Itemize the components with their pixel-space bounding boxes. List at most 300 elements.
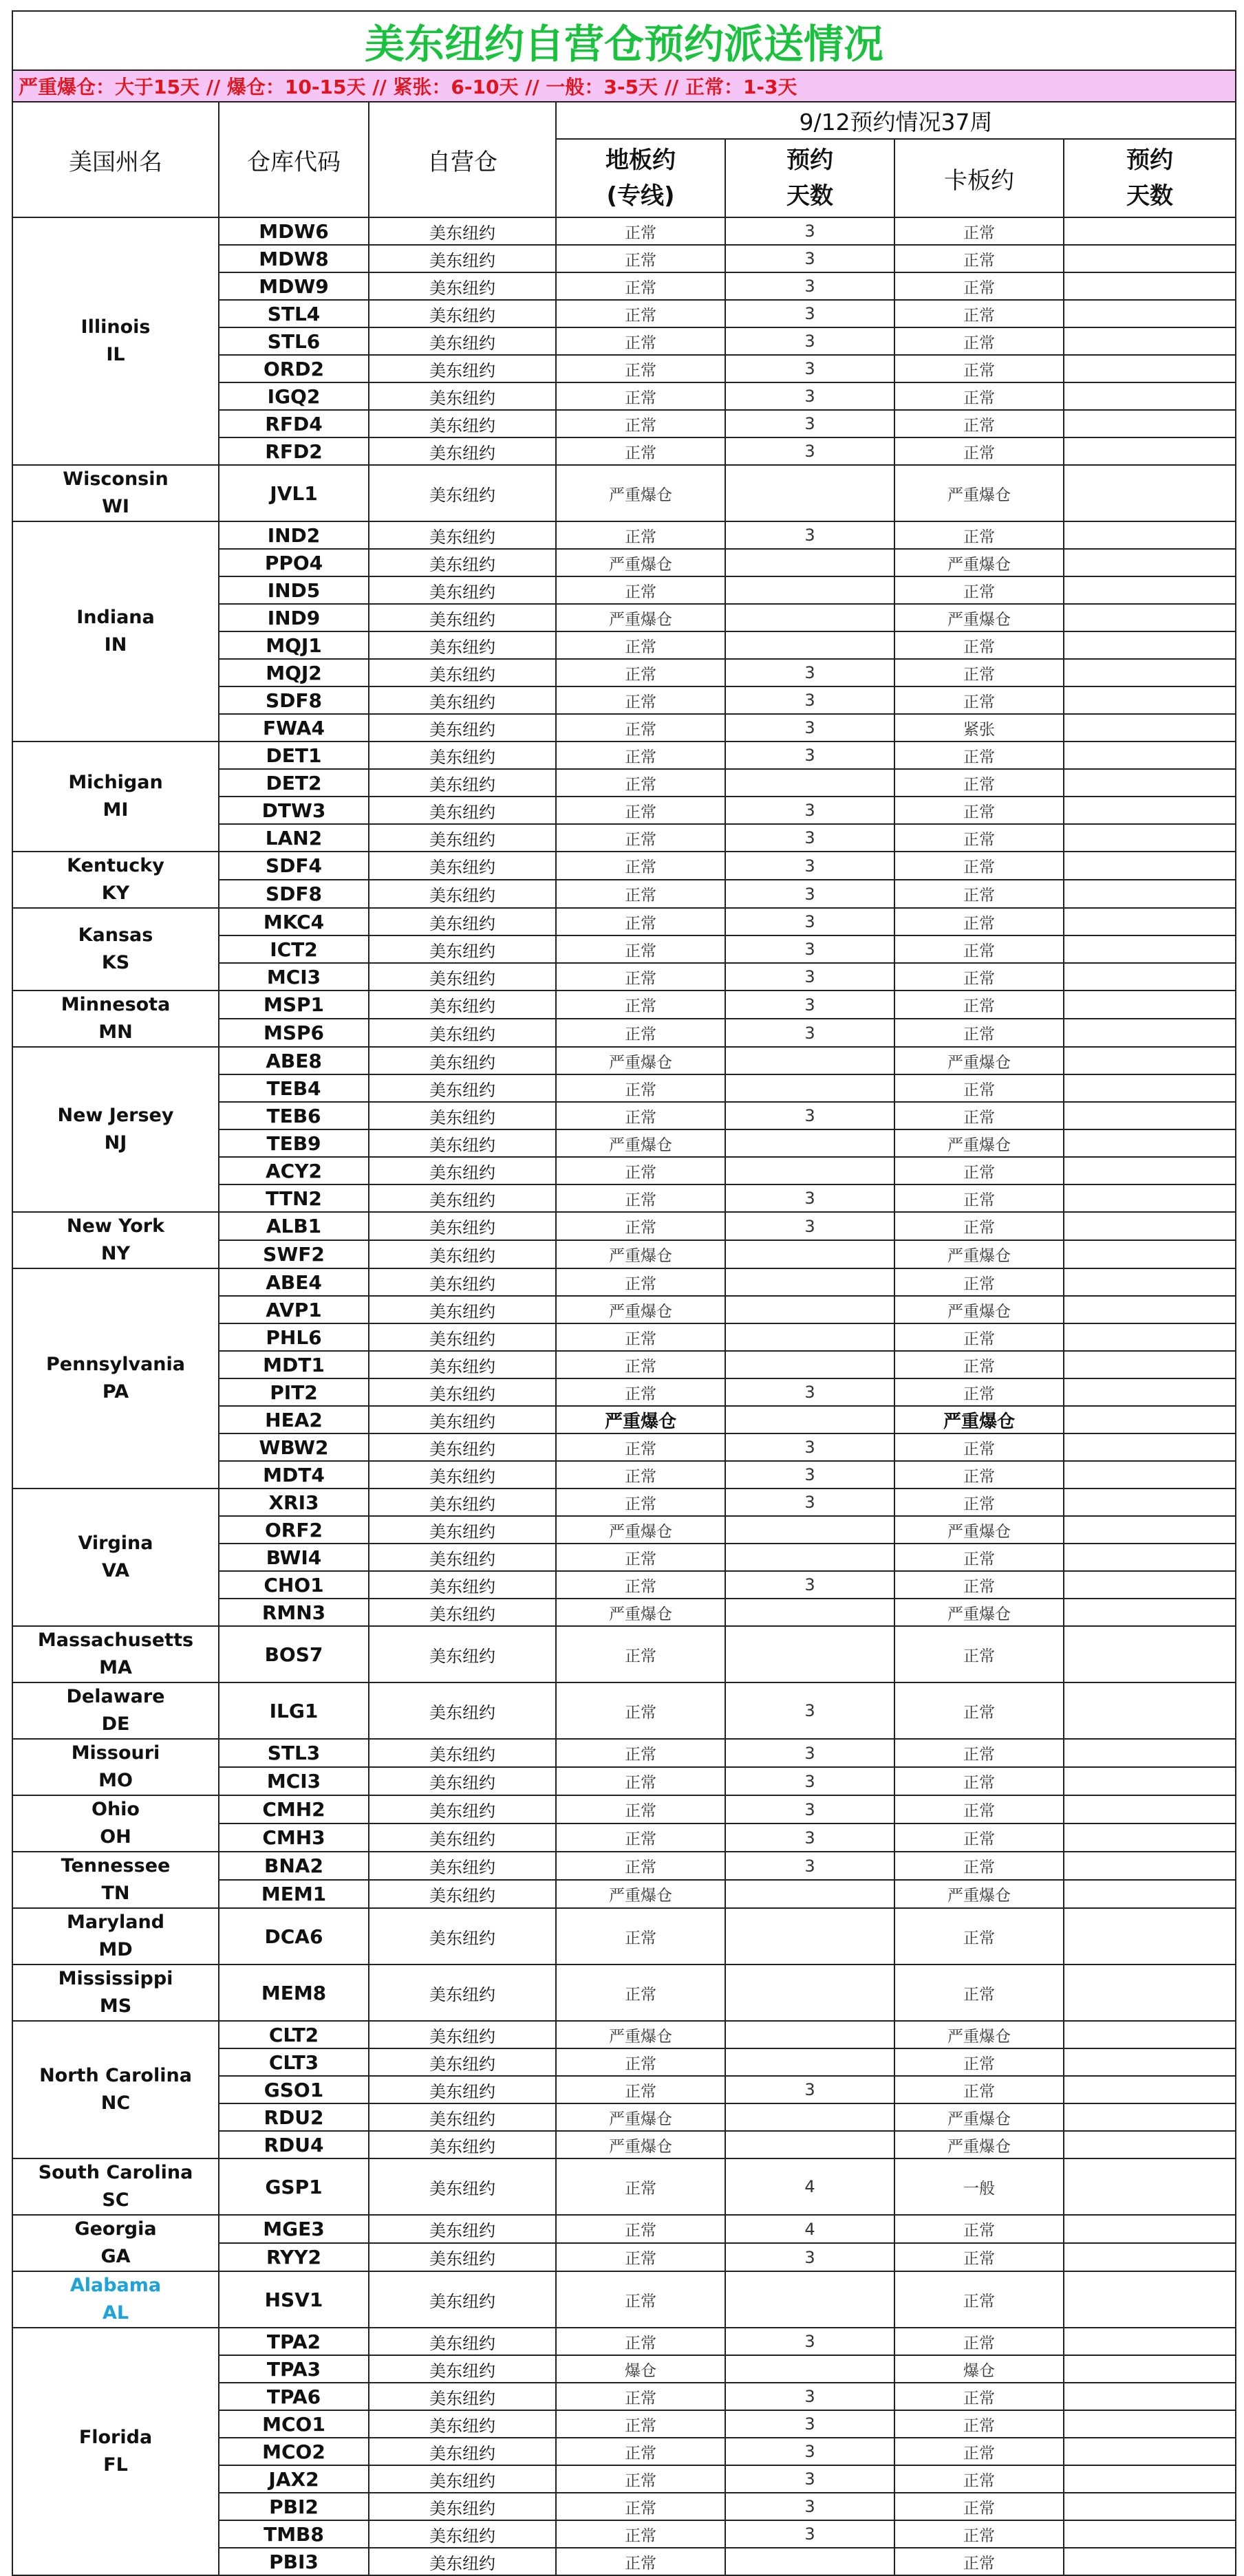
floor-days: 3 [725,1739,894,1767]
floor-days [725,576,894,604]
pallet-days [1064,1795,1236,1823]
warehouse-name: 美东纽约 [369,1378,556,1406]
warehouse-code: CMH2 [219,1795,369,1823]
pallet-status: 正常 [894,2410,1064,2438]
pallet-status: 正常 [894,355,1064,382]
pallet-days [1064,631,1236,659]
state-abbr: IN [104,634,127,656]
pallet-days [1064,272,1236,300]
state-full-name: Virgina [78,1533,153,1554]
floor-days: 3 [725,245,894,272]
floor-days: 3 [725,714,894,742]
warehouse-name: 美东纽约 [369,714,556,742]
floor-status: 正常 [556,300,725,327]
table-row [12,1965,1236,2021]
pallet-status: 正常 [894,2548,1064,2575]
header-warehouse: 自营仓 [369,102,556,217]
pallet-status: 正常 [894,742,1064,769]
warehouse-code: IND2 [219,521,369,549]
state-full-name: Tennessee [61,1855,171,1876]
warehouse-name: 美东纽约 [369,1268,556,1296]
table-row [12,1047,1236,1074]
floor-status: 爆仓 [556,2355,725,2383]
pallet-status: 正常 [894,631,1064,659]
warehouse-code: PPO4 [219,549,369,576]
warehouse-code: BWI4 [219,1544,369,1571]
state-name [12,2158,219,2215]
floor-days: 3 [725,1571,894,1599]
table-row [12,2328,1236,2355]
floor-status: 正常 [556,2271,725,2328]
floor-status: 正常 [556,797,725,824]
state-abbr: NY [100,1243,131,1264]
warehouse-code: WBW2 [219,1433,369,1461]
warehouse-name: 美东纽约 [369,1489,556,1516]
warehouse-code: MCI3 [219,1767,369,1795]
warehouse-code: CHO1 [219,1571,369,1599]
warehouse-code: TEB4 [219,1074,369,1102]
pallet-days [1064,2465,1236,2493]
warehouse-code: MSP1 [219,991,369,1019]
state-name [12,2328,219,2575]
pallet-status: 严重爆仓 [894,465,1064,521]
pallet-days [1064,1767,1236,1795]
floor-days: 3 [725,300,894,327]
warehouse-name: 美东纽约 [369,1461,556,1489]
floor-status: 正常 [556,1965,725,2021]
warehouse-name: 美东纽约 [369,2048,556,2076]
state-name [12,1489,219,1626]
floor-status: 严重爆仓 [556,2103,725,2131]
floor-days [725,1544,894,1571]
warehouse-name: 美东纽约 [369,1544,556,1571]
pallet-days [1064,1599,1236,1626]
floor-days: 3 [725,2328,894,2355]
pallet-days [1064,852,1236,880]
floor-days: 3 [725,659,894,686]
pallet-days [1064,714,1236,742]
state-abbr: OH [100,1826,131,1848]
warehouse-name: 美东纽约 [369,1852,556,1880]
floor-days: 3 [725,217,894,245]
state-name [12,1212,219,1268]
state-full-name: Delaware [66,1686,165,1707]
warehouse-name: 美东纽约 [369,2215,556,2243]
header-pallet-days-line2: 天数 [1126,182,1173,210]
pallet-days [1064,1240,1236,1268]
warehouse-name: 美东纽约 [369,797,556,824]
floor-days: 3 [725,1433,894,1461]
pallet-status: 正常 [894,1268,1064,1296]
floor-status: 严重爆仓 [556,1240,725,1268]
warehouse-code: GSO1 [219,2076,369,2103]
warehouse-code: ILG1 [219,1682,369,1739]
floor-days: 3 [725,437,894,465]
floor-days [725,2048,894,2076]
header-floor [556,139,725,217]
floor-days: 4 [725,2158,894,2215]
floor-days [725,631,894,659]
floor-days [725,2271,894,2328]
warehouse-name: 美东纽约 [369,2021,556,2048]
warehouse-code: JAX2 [219,2465,369,2493]
warehouse-name: 美东纽约 [369,2271,556,2328]
pallet-days [1064,1212,1236,1240]
floor-status: 正常 [556,1351,725,1378]
state-full-name: Pennsylvania [46,1354,185,1375]
floor-status: 正常 [556,217,725,245]
floor-days: 3 [725,2383,894,2410]
pallet-days [1064,437,1236,465]
header-pallet-days-line1: 预约 [1126,147,1173,174]
pallet-status: 正常 [894,1823,1064,1852]
floor-status: 正常 [556,410,725,437]
pallet-status: 严重爆仓 [894,2103,1064,2131]
warehouse-code: BNA2 [219,1852,369,1880]
floor-status: 严重爆仓 [556,1516,725,1544]
pallet-days [1064,1351,1236,1378]
floor-days: 3 [725,1102,894,1129]
warehouse-name: 美东纽约 [369,1296,556,1323]
floor-status: 正常 [556,1019,725,1047]
floor-status: 正常 [556,2548,725,2575]
pallet-days [1064,576,1236,604]
table-row [12,465,1236,521]
pallet-days [1064,991,1236,1019]
pallet-days [1064,2493,1236,2520]
warehouse-name: 美东纽约 [369,1074,556,1102]
pallet-days [1064,1323,1236,1351]
pallet-days [1064,2328,1236,2355]
header-pallet-days [1064,139,1236,217]
floor-status: 正常 [556,935,725,963]
warehouse-name: 美东纽约 [369,2520,556,2548]
floor-status: 严重爆仓 [556,549,725,576]
state-name [12,465,219,521]
state-abbr: NC [100,2092,131,2114]
floor-status: 正常 [556,2328,725,2355]
warehouse-code: MCO2 [219,2438,369,2465]
pallet-status: 正常 [894,880,1064,908]
warehouse-name: 美东纽约 [369,2243,556,2271]
table-row [12,908,1236,935]
pallet-days [1064,1268,1236,1296]
pallet-status: 正常 [894,1571,1064,1599]
floor-status: 正常 [556,576,725,604]
pallet-days [1064,521,1236,549]
warehouse-code: ALB1 [219,1212,369,1240]
state-full-name: Ohio [92,1799,140,1820]
pallet-days [1064,2048,1236,2076]
warehouse-name: 美东纽约 [369,742,556,769]
pallet-days [1064,245,1236,272]
pallet-status: 正常 [894,2048,1064,2076]
warehouse-code: PHL6 [219,1323,369,1351]
pallet-status: 正常 [894,852,1064,880]
table-row [12,1626,1236,1682]
warehouse-code: XRI3 [219,1489,369,1516]
state-name [12,521,219,742]
pallet-days [1064,2131,1236,2158]
state-name [12,1268,219,1489]
floor-days [725,1074,894,1102]
warehouse-name: 美东纽约 [369,465,556,521]
warehouse-name: 美东纽约 [369,659,556,686]
schedule-sheet [12,10,1236,2576]
pallet-status: 严重爆仓 [894,1406,1064,1433]
warehouse-code: IND9 [219,604,369,631]
floor-status: 正常 [556,1157,725,1184]
pallet-status: 正常 [894,272,1064,300]
pallet-days [1064,1908,1236,1965]
state-name [12,217,219,465]
state-name [12,852,219,908]
warehouse-code: MKC4 [219,908,369,935]
warehouse-name: 美东纽约 [369,1516,556,1544]
floor-days: 3 [725,2410,894,2438]
floor-days [725,2021,894,2048]
state-full-name: New Jersey [57,1105,174,1126]
pallet-status: 正常 [894,2465,1064,2493]
pallet-status: 正常 [894,1795,1064,1823]
pallet-days [1064,659,1236,686]
pallet-status: 正常 [894,2328,1064,2355]
warehouse-code: RFD4 [219,410,369,437]
pallet-status: 严重爆仓 [894,604,1064,631]
floor-status: 正常 [556,991,725,1019]
floor-status: 正常 [556,437,725,465]
floor-status: 严重爆仓 [556,1047,725,1074]
pallet-status: 紧张 [894,714,1064,742]
warehouse-code: STL4 [219,300,369,327]
floor-days [725,1296,894,1323]
floor-days: 3 [725,1767,894,1795]
floor-days: 3 [725,2493,894,2520]
floor-days: 3 [725,1019,894,1047]
warehouse-code: RYY2 [219,2243,369,2271]
state-name [12,1682,219,1739]
pallet-days [1064,1047,1236,1074]
floor-days [725,465,894,521]
pallet-status: 正常 [894,1544,1064,1571]
floor-status: 正常 [556,2520,725,2548]
floor-days: 3 [725,963,894,991]
pallet-days [1064,1019,1236,1047]
warehouse-code: STL6 [219,327,369,355]
floor-days: 3 [725,742,894,769]
floor-status: 正常 [556,382,725,410]
warehouse-code: HSV1 [219,2271,369,2328]
pallet-days [1064,1157,1236,1184]
floor-days: 3 [725,355,894,382]
warehouse-code: PBI3 [219,2548,369,2575]
pallet-status: 正常 [894,576,1064,604]
floor-status: 正常 [556,1323,725,1351]
warehouse-code: MDW6 [219,217,369,245]
warehouse-name: 美东纽约 [369,1019,556,1047]
floor-status: 正常 [556,1268,725,1296]
pallet-status: 正常 [894,1626,1064,1682]
warehouse-name: 美东纽约 [369,769,556,797]
floor-days: 3 [725,2438,894,2465]
floor-days [725,1406,894,1433]
warehouse-code: MGE3 [219,2215,369,2243]
pallet-days [1064,1378,1236,1406]
floor-days: 3 [725,272,894,300]
header-pallet: 卡板约 [894,139,1064,217]
warehouse-code: MCI3 [219,963,369,991]
floor-days: 3 [725,410,894,437]
warehouse-name: 美东纽约 [369,2438,556,2465]
floor-status: 正常 [556,2076,725,2103]
table-row [12,2021,1236,2048]
state-abbr: DE [101,1713,130,1735]
floor-days [725,1908,894,1965]
floor-days: 3 [725,880,894,908]
warehouse-name: 美东纽约 [369,1908,556,1965]
warehouse-name: 美东纽约 [369,245,556,272]
pallet-days [1064,217,1236,245]
warehouse-code: RFD2 [219,437,369,465]
floor-status: 正常 [556,659,725,686]
table-row [12,1212,1236,1240]
state-name [12,1047,219,1212]
warehouse-name: 美东纽约 [369,2158,556,2215]
warehouse-code: FWA4 [219,714,369,742]
warehouse-name: 美东纽约 [369,1240,556,1268]
table-row [12,1739,1236,1767]
state-name [12,1965,219,2021]
pallet-days [1064,1461,1236,1489]
state-abbr: MN [98,1021,133,1043]
pallet-status: 正常 [894,410,1064,437]
pallet-status: 正常 [894,908,1064,935]
pallet-days [1064,1489,1236,1516]
warehouse-name: 美东纽约 [369,410,556,437]
floor-days [725,769,894,797]
floor-status: 正常 [556,742,725,769]
floor-days: 3 [725,1184,894,1212]
warehouse-code: IND5 [219,576,369,604]
floor-status: 正常 [556,2438,725,2465]
pallet-status: 严重爆仓 [894,1047,1064,1074]
floor-status: 正常 [556,1852,725,1880]
warehouse-code: TEB6 [219,1102,369,1129]
pallet-days [1064,769,1236,797]
pallet-status: 正常 [894,1852,1064,1880]
floor-status: 正常 [556,1461,725,1489]
state-full-name: Massachusetts [37,1630,194,1651]
pallet-days [1064,880,1236,908]
warehouse-name: 美东纽约 [369,272,556,300]
pallet-days [1064,1823,1236,1852]
pallet-status: 正常 [894,300,1064,327]
floor-days: 3 [725,852,894,880]
pallet-days [1064,2271,1236,2328]
warehouse-name: 美东纽约 [369,327,556,355]
floor-days: 3 [725,1461,894,1489]
warehouse-name: 美东纽约 [369,1571,556,1599]
pallet-status: 严重爆仓 [894,2021,1064,2048]
floor-status: 正常 [556,1823,725,1852]
warehouse-name: 美东纽约 [369,1184,556,1212]
warehouse-code: MQJ1 [219,631,369,659]
floor-status: 正常 [556,1184,725,1212]
state-abbr: MS [99,1995,132,2017]
pallet-status: 正常 [894,1908,1064,1965]
state-full-name: New York [66,1215,165,1237]
floor-status: 正常 [556,1626,725,1682]
floor-days [725,2355,894,2383]
state-name [12,1626,219,1682]
floor-days: 3 [725,2076,894,2103]
warehouse-code: MDW8 [219,245,369,272]
floor-days [725,2131,894,2158]
warehouse-name: 美东纽约 [369,908,556,935]
warehouse-name: 美东纽约 [369,355,556,382]
warehouse-name: 美东纽约 [369,2328,556,2355]
pallet-status: 正常 [894,991,1064,1019]
floor-status: 正常 [556,245,725,272]
floor-days: 3 [725,686,894,714]
warehouse-name: 美东纽约 [369,2410,556,2438]
floor-status: 严重爆仓 [556,465,725,521]
floor-status: 严重爆仓 [556,604,725,631]
pallet-status: 正常 [894,1489,1064,1516]
warehouse-name: 美东纽约 [369,1823,556,1852]
pallet-status: 严重爆仓 [894,1880,1064,1908]
week-header: 9/12预约情况37周 [556,102,1236,139]
pallet-status: 正常 [894,2271,1064,2328]
state-full-name: Alabama [69,2275,162,2296]
pallet-status: 严重爆仓 [894,549,1064,576]
table-row [12,2271,1236,2328]
warehouse-code: DET2 [219,769,369,797]
warehouse-code: PIT2 [219,1378,369,1406]
floor-days: 3 [725,1682,894,1739]
state-name [12,1852,219,1908]
pallet-status: 正常 [894,1074,1064,1102]
pallet-status: 正常 [894,327,1064,355]
state-full-name: Mississippi [58,1968,173,1989]
warehouse-code: ABE8 [219,1047,369,1074]
warehouse-name: 美东纽约 [369,1351,556,1378]
state-abbr: PA [102,1381,129,1403]
warehouse-name: 美东纽约 [369,217,556,245]
floor-status: 正常 [556,327,725,355]
floor-days: 3 [725,1852,894,1880]
pallet-days [1064,327,1236,355]
warehouse-name: 美东纽约 [369,1767,556,1795]
state-name [12,1908,219,1965]
pallet-status: 严重爆仓 [894,1599,1064,1626]
floor-status: 正常 [556,852,725,880]
pallet-days [1064,2383,1236,2410]
floor-days: 3 [725,1212,894,1240]
pallet-days [1064,2438,1236,2465]
floor-days: 3 [725,991,894,1019]
pallet-status: 正常 [894,1739,1064,1767]
floor-days: 3 [725,2520,894,2548]
floor-status: 严重爆仓 [556,2131,725,2158]
pallet-days [1064,1406,1236,1433]
floor-days [725,2548,894,2575]
warehouse-code: MSP6 [219,1019,369,1047]
floor-days [725,1626,894,1682]
state-full-name: Minnesota [61,994,171,1015]
floor-days: 3 [725,2243,894,2271]
pallet-status: 正常 [894,521,1064,549]
